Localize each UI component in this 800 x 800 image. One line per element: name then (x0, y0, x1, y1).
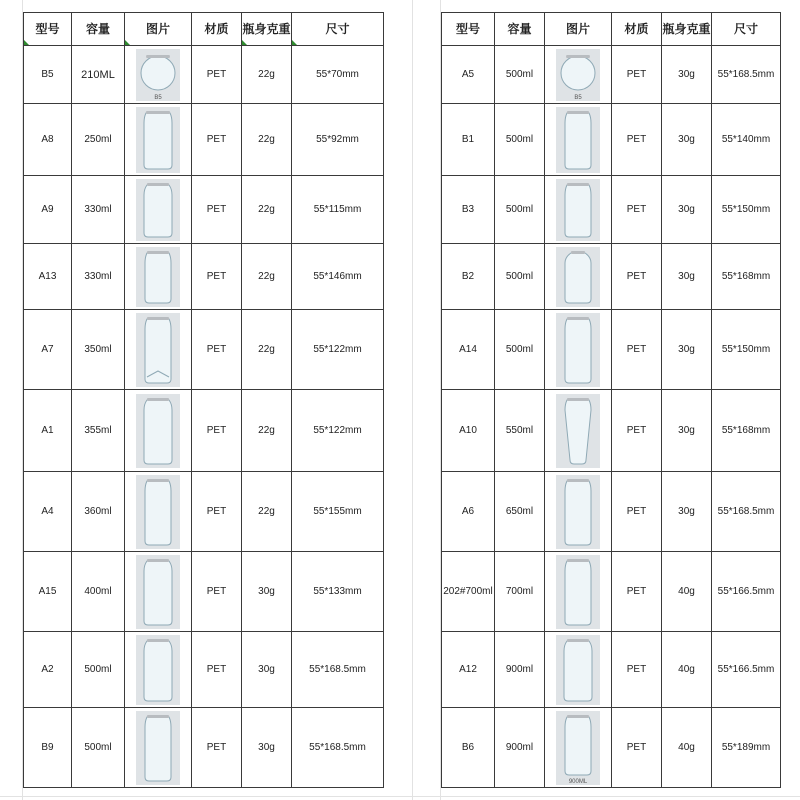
bottle-photo (136, 49, 180, 101)
cell-model[interactable]: 202#700ml (442, 552, 495, 632)
cell-material[interactable]: PET (612, 552, 662, 632)
cell-material[interactable]: PET (192, 390, 242, 472)
sheet-gridline (412, 0, 413, 800)
cell-weight[interactable]: 30g (242, 708, 292, 788)
bottle-shape (565, 561, 591, 625)
bottle-cap (147, 559, 169, 562)
cell-material[interactable]: PET (192, 244, 242, 310)
header-material[interactable]: 材质 (192, 13, 242, 46)
bottle-shape (565, 253, 591, 303)
table-row (24, 552, 384, 632)
bottle-cap (147, 251, 169, 254)
table-row (442, 104, 781, 176)
table-row (24, 46, 384, 104)
cell-material[interactable]: PET (192, 472, 242, 552)
bottle-photo (556, 394, 600, 468)
cell-model[interactable]: A2 (24, 632, 72, 708)
table-row (442, 708, 781, 788)
header-capacity[interactable]: 容量 (495, 13, 545, 46)
bottle-photo (136, 635, 180, 705)
bottle-cap (147, 183, 169, 186)
bottle-cap (567, 639, 589, 642)
bottle-photo (136, 711, 180, 785)
bottle-photo-caption: B5 (574, 94, 582, 101)
cell-model[interactable]: A6 (442, 472, 495, 552)
table-row (24, 104, 384, 176)
bottle-cap (567, 183, 589, 186)
cell-material[interactable]: PET (192, 708, 242, 788)
bottle-shape (565, 113, 591, 169)
cell-model[interactable]: A4 (24, 472, 72, 552)
cell-weight[interactable]: 30g (662, 390, 712, 472)
cell-size[interactable]: 55*115mm (292, 176, 384, 244)
bottle-shape (564, 641, 592, 701)
header-weight[interactable]: 瓶身克重 (662, 13, 712, 46)
bottle-shape (565, 717, 591, 775)
cell-model[interactable]: A1 (24, 390, 72, 472)
cell-capacity[interactable]: 900ml (495, 632, 545, 708)
bottle-cap (146, 55, 170, 58)
cell-capacity[interactable]: 350ml (72, 310, 125, 390)
cell-size[interactable]: 55*133mm (292, 552, 384, 632)
bottle-shape (145, 253, 171, 303)
cell-picture[interactable] (545, 390, 612, 472)
bottle-photo-caption: B5 (154, 94, 162, 101)
cell-picture[interactable] (125, 552, 192, 632)
cell-picture[interactable] (125, 244, 192, 310)
cell-model[interactable]: B9 (24, 708, 72, 788)
bottle-shape (144, 400, 172, 464)
bottle-photo (556, 635, 600, 705)
cell-weight[interactable]: 30g (242, 552, 292, 632)
bottle-shape (565, 481, 591, 545)
cell-picture[interactable] (545, 552, 612, 632)
cell-weight[interactable]: 30g (662, 176, 712, 244)
cell-picture[interactable] (545, 176, 612, 244)
cell-weight[interactable]: 40g (662, 632, 712, 708)
table-row (24, 632, 384, 708)
cell-capacity[interactable]: 500ml (495, 46, 545, 104)
table-row (442, 390, 781, 472)
header-picture[interactable]: 图片 (125, 13, 192, 46)
cell-picture[interactable] (545, 472, 612, 552)
table-row (24, 244, 384, 310)
bottle-shape (145, 717, 171, 781)
cell-weight[interactable]: 30g (662, 46, 712, 104)
cell-weight[interactable]: 30g (662, 244, 712, 310)
bottle-cap (567, 559, 589, 562)
cell-size[interactable]: 55*168.5mm (712, 472, 781, 552)
bottle-photo (556, 555, 600, 629)
cell-picture[interactable] (545, 708, 612, 788)
cell-material[interactable]: PET (612, 632, 662, 708)
cell-weight[interactable]: 40g (662, 708, 712, 788)
cell-size[interactable]: 55*189mm (712, 708, 781, 788)
cell-material[interactable]: PET (612, 708, 662, 788)
bottle-shape (144, 561, 172, 625)
cell-model[interactable]: A5 (442, 46, 495, 104)
cell-material[interactable]: PET (192, 104, 242, 176)
product-table-right (441, 12, 781, 788)
bottle-cap (147, 639, 169, 642)
table-row (442, 176, 781, 244)
cell-model[interactable]: B2 (442, 244, 495, 310)
cell-weight[interactable]: 22g (242, 472, 292, 552)
header-size[interactable]: 尺寸 (712, 13, 781, 46)
cell-size[interactable]: 55*146mm (292, 244, 384, 310)
bottle-shape (145, 481, 171, 545)
table-row (24, 708, 384, 788)
bottle-cap (567, 715, 589, 718)
cell-weight[interactable]: 22g (242, 176, 292, 244)
cell-capacity[interactable]: 330ml (72, 176, 125, 244)
bottle-shape (144, 185, 172, 237)
cell-size[interactable]: 55*166.5mm (712, 552, 781, 632)
cell-capacity[interactable]: 700ml (495, 552, 545, 632)
cell-picture[interactable] (125, 472, 192, 552)
cell-material[interactable]: PET (192, 176, 242, 244)
cell-weight[interactable]: 40g (662, 552, 712, 632)
table-row (24, 310, 384, 390)
header-capacity[interactable]: 容量 (72, 13, 125, 46)
cell-picture[interactable] (125, 46, 192, 104)
header-model[interactable]: 型号 (24, 13, 72, 46)
cell-size[interactable]: 55*168.5mm (292, 632, 384, 708)
cell-capacity[interactable]: 500ml (495, 244, 545, 310)
cell-picture[interactable] (545, 632, 612, 708)
cell-material[interactable]: PET (192, 310, 242, 390)
bottle-photo (556, 247, 600, 307)
cell-picture[interactable] (125, 390, 192, 472)
cell-model[interactable]: B5 (24, 46, 72, 104)
bottle-shape (561, 56, 595, 90)
bottle-shape (144, 641, 172, 701)
bottle-photo (556, 475, 600, 549)
cell-capacity[interactable]: 210ML (72, 46, 125, 104)
table-row (442, 552, 781, 632)
sheet-gridline (0, 796, 800, 797)
cell-material[interactable]: PET (612, 472, 662, 552)
header-weight[interactable]: 瓶身克重 (242, 13, 292, 46)
cell-capacity[interactable]: 550ml (495, 390, 545, 472)
cell-size[interactable]: 55*168mm (712, 390, 781, 472)
cell-model[interactable]: A13 (24, 244, 72, 310)
cell-picture[interactable] (125, 708, 192, 788)
cell-weight[interactable]: 22g (242, 390, 292, 472)
cell-material[interactable]: PET (192, 632, 242, 708)
cell-capacity[interactable]: 500ml (495, 176, 545, 244)
bottle-shape (565, 185, 591, 237)
bottle-photo-caption: 900ML (568, 778, 588, 785)
header-picture[interactable]: 图片 (545, 13, 612, 46)
cell-material[interactable]: PET (612, 104, 662, 176)
bottle-cap (567, 111, 589, 114)
cell-material[interactable]: PET (612, 310, 662, 390)
cell-material[interactable]: PET (612, 390, 662, 472)
cell-material[interactable]: PET (612, 176, 662, 244)
bottle-cap (566, 55, 590, 58)
cell-weight[interactable]: 22g (242, 104, 292, 176)
cell-weight[interactable]: 22g (242, 244, 292, 310)
cell-weight[interactable]: 22g (242, 46, 292, 104)
cell-size[interactable]: 55*155mm (292, 472, 384, 552)
cell-size[interactable]: 55*122mm (292, 390, 384, 472)
product-table-left (23, 12, 384, 788)
cell-capacity[interactable]: 650ml (495, 472, 545, 552)
bottle-photo (136, 555, 180, 629)
cell-material[interactable]: PET (612, 46, 662, 104)
cell-model[interactable]: B1 (442, 104, 495, 176)
cell-capacity[interactable]: 500ml (495, 310, 545, 390)
cell-capacity[interactable]: 900ml (495, 708, 545, 788)
table-row (442, 472, 781, 552)
cell-material[interactable]: PET (192, 46, 242, 104)
table-row (442, 46, 781, 104)
table-row (24, 176, 384, 244)
bottle-photo (136, 107, 180, 173)
cell-weight[interactable]: 30g (242, 632, 292, 708)
cell-capacity[interactable]: 400ml (72, 552, 125, 632)
cell-picture[interactable] (125, 310, 192, 390)
cell-size[interactable]: 55*150mm (712, 176, 781, 244)
cell-picture[interactable] (545, 46, 612, 104)
cell-picture[interactable] (545, 244, 612, 310)
cell-size[interactable]: 55*168.5mm (712, 46, 781, 104)
cell-model[interactable]: A7 (24, 310, 72, 390)
bottle-photo (136, 313, 180, 387)
cell-weight[interactable]: 22g (242, 310, 292, 390)
table-row (24, 472, 384, 552)
cell-capacity[interactable]: 500ml (72, 632, 125, 708)
cell-model[interactable]: A8 (24, 104, 72, 176)
cell-model[interactable]: A12 (442, 632, 495, 708)
bottle-cap (146, 111, 170, 114)
header-model[interactable]: 型号 (442, 13, 495, 46)
cell-size[interactable]: 55*122mm (292, 310, 384, 390)
cell-picture[interactable] (125, 632, 192, 708)
cell-size[interactable]: 55*150mm (712, 310, 781, 390)
table-header-row (442, 13, 781, 46)
cell-capacity[interactable]: 330ml (72, 244, 125, 310)
cell-size[interactable]: 55*166.5mm (712, 632, 781, 708)
bottle-photo (136, 179, 180, 241)
bottle-photo (556, 711, 600, 785)
table-row (442, 244, 781, 310)
cell-model[interactable]: A14 (442, 310, 495, 390)
bottle-shape (145, 319, 171, 383)
bottle-cap (147, 317, 169, 320)
bottle-cap (567, 479, 589, 482)
cell-model[interactable]: B3 (442, 176, 495, 244)
cell-picture[interactable] (125, 104, 192, 176)
bottle-photo (556, 179, 600, 241)
cell-model[interactable]: A9 (24, 176, 72, 244)
cell-size[interactable]: 55*168mm (712, 244, 781, 310)
cell-picture[interactable] (545, 104, 612, 176)
cell-size[interactable]: 55*140mm (712, 104, 781, 176)
bottle-photo (556, 107, 600, 173)
cell-model[interactable]: A15 (24, 552, 72, 632)
cell-model[interactable]: B6 (442, 708, 495, 788)
cell-picture[interactable] (125, 176, 192, 244)
bottle-photo (136, 247, 180, 307)
bottle-cap (147, 398, 169, 401)
bottle-shape (565, 319, 591, 383)
table-row (442, 310, 781, 390)
bottle-shape (144, 113, 172, 169)
cell-capacity[interactable]: 500ml (495, 104, 545, 176)
cell-capacity[interactable]: 500ml (72, 708, 125, 788)
cell-weight[interactable]: 30g (662, 472, 712, 552)
header-size[interactable]: 尺寸 (292, 13, 384, 46)
cell-model[interactable]: A10 (442, 390, 495, 472)
cell-capacity[interactable]: 355ml (72, 390, 125, 472)
cell-weight[interactable]: 30g (662, 310, 712, 390)
bottle-photo (136, 475, 180, 549)
header-material[interactable]: 材质 (612, 13, 662, 46)
bottle-photo (556, 49, 600, 101)
bottle-cap (571, 251, 585, 254)
cell-material[interactable]: PET (192, 552, 242, 632)
bottle-cap (147, 479, 169, 482)
cell-capacity[interactable]: 360ml (72, 472, 125, 552)
table-row (442, 632, 781, 708)
cell-size[interactable]: 55*70mm (292, 46, 384, 104)
bottle-photo (556, 313, 600, 387)
cell-size[interactable]: 55*168.5mm (292, 708, 384, 788)
cell-picture[interactable] (545, 310, 612, 390)
cell-material[interactable]: PET (612, 244, 662, 310)
bottle-shape (141, 56, 175, 90)
table-header-row (24, 13, 384, 46)
bottle-photo (136, 394, 180, 468)
bottle-cap (147, 715, 169, 718)
cell-weight[interactable]: 30g (662, 104, 712, 176)
cell-capacity[interactable]: 250ml (72, 104, 125, 176)
cell-size[interactable]: 55*92mm (292, 104, 384, 176)
bottle-cap (567, 398, 589, 401)
table-row (24, 390, 384, 472)
bottle-cap (567, 317, 589, 320)
